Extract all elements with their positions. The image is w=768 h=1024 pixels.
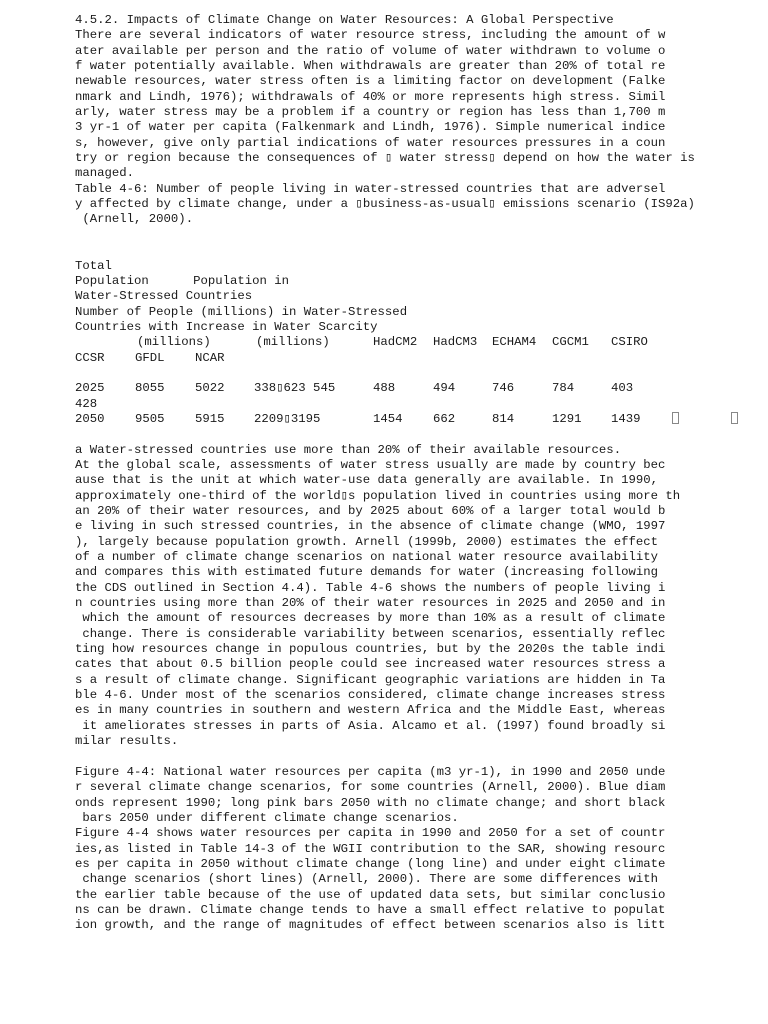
text-line: s a result of climate change. Significant geographic variations are hidden in Ta <box>75 672 666 687</box>
text-line: 3 yr-1 of water per capita (Falkenmark and Lindh, 1976). Simple numerical indice <box>75 120 666 135</box>
text-line: change. There is considerable variability between scenarios, essentially reflec <box>75 626 666 641</box>
table-header-line: Number of People (millions) in Water-Stressed <box>75 304 408 319</box>
text-line: onds represent 1990; long pink bars 2050 with no climate change; and short black <box>75 795 666 810</box>
missing-glyph-icon <box>731 412 738 427</box>
text-line: try or region because the consequences of ▯ water stress▯ depend on how the water is <box>75 151 695 166</box>
section-title: 4.5.2. Impacts of Climate Change on Water Resources: A Global Perspective <box>75 13 614 27</box>
text-line: es per capita in 2050 without climate change (long line) and under eight climate <box>75 856 666 871</box>
column-header-gfdl: GFDL <box>135 350 165 365</box>
cell-cgcm1: 784 <box>552 381 575 396</box>
text-line: bars 2050 under different climate change scenarios. <box>75 810 459 825</box>
table-header-line: Water-Stressed Countries <box>75 289 253 304</box>
text-line: ns can be drawn. Climate change tends to have a small effect relative to populat <box>75 902 666 917</box>
cell-total: 9505 <box>135 411 165 426</box>
text-line: arly, water stress may be a problem if a country or region has less than 1,700 m <box>75 105 666 120</box>
text-line: Figure 4-4: National water resources per capita (m3 yr-1), in 1990 and 2050 unde <box>75 764 666 779</box>
column-unit-total: (millions) <box>137 335 211 350</box>
text-line: r several climate change scenarios, for some countries (Arnell, 2000). Blue diam <box>75 780 666 795</box>
column-header-ccsr: CCSR <box>75 350 105 365</box>
table-footnote: a Water-stressed countries use more than 20% of their available resources. <box>75 442 622 457</box>
cell-pop-stressed: 5022 <box>195 381 225 396</box>
table-header-line: Total <box>75 258 112 273</box>
column-unit-stressed: (millions) <box>256 335 330 350</box>
cell-echam4: 814 <box>492 411 515 426</box>
table-caption <box>75 182 755 228</box>
column-header-echam4: ECHAM4 <box>492 335 537 350</box>
column-header-ncar: NCAR <box>195 350 225 365</box>
table-4-6 <box>75 259 755 458</box>
text-line: of a number of climate change scenarios on national water resource availability <box>75 550 658 565</box>
paragraph-global-assessment <box>75 458 755 750</box>
text-line: approximately one-third of the world▯s population lived in countries using more th <box>75 488 681 503</box>
cell-cgcm1: 1291 <box>552 411 582 426</box>
cell-ccsr: 428 <box>75 396 98 411</box>
document-page <box>75 13 755 934</box>
text-line: ause that is the unit at which water-use data generally are available. In 1990, <box>75 473 658 488</box>
text-line: es in many countries in southern and western Africa and the Middle East, whereas <box>75 703 666 718</box>
text-line: f water potentially available. When withdrawals are greater than 20% of total re <box>75 59 666 74</box>
text-line: milar results. <box>75 734 179 749</box>
paragraph-water-stress-indicators <box>75 28 755 181</box>
cell-range: 338▯623 545 <box>254 381 336 396</box>
text-line: which the amount of resources decreases by more than 10% as a result of climate <box>75 611 666 626</box>
text-line: There are several indicators of water resource stress, including the amount of w <box>75 28 666 43</box>
text-line: Table 4-6: Number of people living in water-stressed countries that are adversel <box>75 181 666 196</box>
cell-range: 2209▯3195 <box>254 411 321 426</box>
text-line: an 20% of their water resources, and by 2025 about 60% of a larger total would b <box>75 504 666 518</box>
text-line: the earlier table because of the use of updated data sets, but similar conclusio <box>75 887 666 902</box>
text-line: ion growth, and the range of magnitudes of effect between scenarios also is litt <box>75 918 666 933</box>
cell-echam4: 746 <box>492 381 515 396</box>
cell-csiro: 1439 <box>611 411 641 426</box>
cell-total: 8055 <box>135 381 165 396</box>
cell-hadcm2: 488 <box>373 381 396 396</box>
missing-glyph-icon <box>672 412 679 427</box>
text-line: y affected by climate change, under a ▯business-as-usual▯ emissions scenario (IS92a) <box>75 197 695 212</box>
cell-year: 2025 <box>75 381 105 396</box>
text-line: ble 4-6. Under most of the scenarios considered, climate change increases stress <box>75 688 666 703</box>
text-line: and compares this with estimated future demands for water (increasing following <box>75 565 658 580</box>
text-line: it ameliorates stresses in parts of Asia. Alcamo et al. (1997) found broadly si <box>75 718 666 733</box>
text-line: newable resources, water stress often is a limiting factor on development (Falke <box>75 74 666 89</box>
text-line: ), largely because population growth. Arnell (1999b, 2000) estimates the effect <box>75 534 658 549</box>
text-line: ater available per person and the ratio of volume of water withdrawn to volume o <box>75 43 666 58</box>
text-line: s, however, give only partial indications of water resources pressures in a coun <box>75 135 666 150</box>
text-line: n countries using more than 20% of their water resources in 2025 and 2050 and in <box>75 596 666 611</box>
text-line: nmark and Lindh, 1976); withdrawals of 40% or more represents high stress. Simil <box>75 89 666 104</box>
cell-hadcm2: 1454 <box>373 411 403 426</box>
figure-caption <box>75 765 755 826</box>
table-column-header-row <box>75 335 755 350</box>
text-line: the CDS outlined in Section 4.4). Table 4-6 shows the numbers of people living i <box>75 580 666 595</box>
text-line: At the global scale, assessments of water stress usually are made by country bec <box>75 457 666 472</box>
column-header-hadcm3: HadCM3 <box>433 335 478 350</box>
column-header-hadcm2: HadCM2 <box>373 335 418 350</box>
text-line: ting how resources change in populous countries, but by the 2020s the table indi <box>75 642 666 657</box>
text-line: ies,as listed in Table 14-3 of the WGII contribution to the SAR, showing resourc <box>75 841 666 856</box>
cell-csiro: 403 <box>611 381 634 396</box>
text-line: managed. <box>75 166 135 181</box>
text-line: e living in such stressed countries, in the absence of climate change (WMO, 1997 <box>75 519 666 534</box>
column-header-csiro: CSIRO <box>611 335 648 350</box>
cell-hadcm3: 494 <box>433 381 456 396</box>
table-header-line: Countries with Increase in Water Scarcity <box>75 319 378 334</box>
cell-hadcm3: 662 <box>433 411 456 426</box>
table-header-line: Population Population in <box>75 273 290 288</box>
text-line: cates that about 0.5 billion people could see increased water resources stress a <box>75 657 666 672</box>
column-header-cgcm1: CGCM1 <box>552 335 589 350</box>
table-row <box>75 412 755 427</box>
table-column-header-row-wrap <box>75 351 755 366</box>
cell-pop-stressed: 5915 <box>195 411 225 426</box>
text-line: change scenarios (short lines) (Arnell, 2000). There are some differences with <box>75 872 658 887</box>
cell-year: 2050 <box>75 411 105 426</box>
table-row <box>75 381 755 396</box>
text-line: Figure 4-4 shows water resources per capita in 1990 and 2050 for a set of countr <box>75 826 666 841</box>
paragraph-figure-discussion <box>75 826 755 933</box>
table-row-wrap <box>75 397 755 412</box>
text-line: (Arnell, 2000). <box>75 212 194 227</box>
